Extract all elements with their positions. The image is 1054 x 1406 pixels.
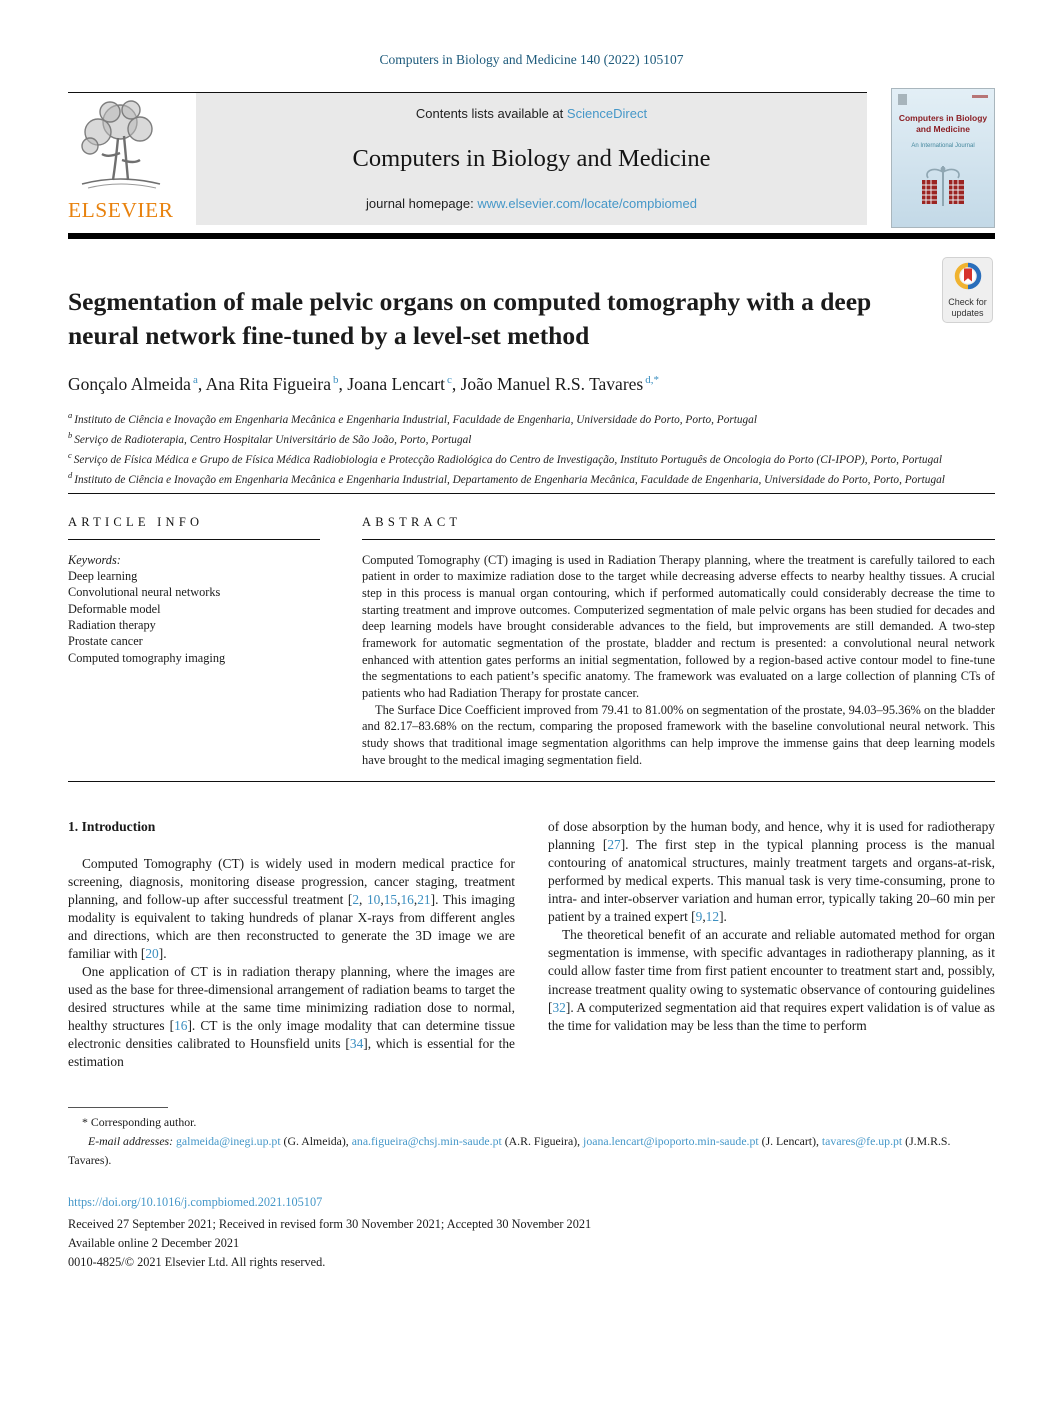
footer-block: [68, 1193, 995, 1272]
email-link[interactable]: ana.figueira@chsj.min-saude.pt: [351, 1133, 502, 1148]
journal-citation-header: Computers in Biology and Medicine 140 (2022) 105107: [379, 52, 684, 67]
heading-rule: [68, 539, 320, 540]
citation-ref[interactable]: 15: [383, 891, 398, 907]
header-divider-bar: [68, 233, 995, 239]
body-paragraph: The theoretical benefit of an accurate and reliable automated method for organ segmentation is immense, with specific advantages in radiotherapy planning, as it could allow faster time from first patient encounter to treatment start and, possibly, increase treatment quality owing to systematic observance of contouring guidelines [32]. A computerized segmentation aid that requires expert validation is of value as the time for validation may be less than the time to perform: [548, 927, 995, 1033]
copyright-line: 0010-4825/© 2021 Elsevier Ltd. All rights reserved.: [68, 1254, 326, 1269]
introduction-section: [68, 818, 995, 1071]
article-info-column: [68, 515, 320, 769]
citation-ref[interactable]: 34: [349, 1035, 364, 1051]
keyword: Prostate cancer: [68, 634, 143, 649]
author-line: [68, 374, 995, 395]
journal-title: Computers in Biology and Medicine: [352, 144, 711, 172]
email-suffix: (A.R. Figueira),: [501, 1133, 584, 1148]
body-paragraph: of dose absorption by the human body, and hence, why it is used for radiotherapy planning [27]. The first step in the typical planning process is the manual contouring of anatomical structures, mainly treatment targets and organs-at-risk, performed by medical experts. This manual task is very time-consuming, prone to intra- and inter-observer variation and human error, typically taking 20–60 min per patient by a trained expert [9,12].: [548, 819, 995, 925]
abstract-paragraph: The Surface Dice Coefficient improved from 79.41 to 81.00% on segmentation of the prostate, 94.03–95.36% on the bladder and 82.17–83.68% on the rectum, comparing the proposed framework with the baseline convolutional neural network. This study shows that traditional image segmentation algorithms can help improve the immense gains that deep learning models have brought to the medical imaging segmentation field.: [362, 702, 995, 767]
citation-ref[interactable]: 32: [552, 999, 566, 1015]
citation-ref[interactable]: 10: [366, 891, 381, 907]
author-affiliation-sup: b: [333, 373, 339, 386]
keyword: Deformable model: [68, 601, 161, 616]
affiliation: $^d$ Instituto de Ciência e Inovação em Engenharia Mecânica e Engenharia Industrial, Departamento de Engenharia Mecânica, Faculdade de Engenharia, Universidade do Porto, Porto, Portugal: [68, 469, 945, 486]
abstract-text: [362, 552, 995, 769]
affiliation: $^a$ Instituto de Ciência e Inovação em Engenharia Mecânica e Engenharia Industrial, Faculdade de Engenharia, Universidade do Porto, Porto, Portugal: [68, 409, 757, 426]
abstract-heading: ABSTRACT: [362, 514, 462, 529]
citation-ref[interactable]: 27: [607, 837, 621, 853]
email-suffix: (J. Lencart),: [758, 1133, 822, 1148]
citation-ref[interactable]: 9: [695, 909, 703, 925]
keywords-block: [68, 552, 320, 666]
homepage-line: [204, 196, 859, 211]
masthead-main: [68, 92, 867, 225]
available-online: Available online 2 December 2021: [68, 1235, 240, 1250]
article-info-heading: ARTICLE INFO: [68, 514, 204, 529]
section-heading: 1. Introduction: [68, 819, 156, 835]
keyword: Convolutional neural networks: [68, 585, 221, 600]
citation-ref[interactable]: 16: [174, 1017, 188, 1033]
cover-issn-mark: [972, 95, 988, 98]
body-paragraph: Computed Tomography (CT) is widely used in modern medical practice for screening, diagnosis, monitoring disease progression, cancer staging, treatment planning, and follow-up after successful treatment [2, 10,15,16,21]. This imaging modality is equivalent to taking hundreds of planar X-rays from different angles and directions, which are then reconstructed to generate the 3D image we are familiar with [20].: [68, 855, 515, 961]
contents-line: [204, 106, 859, 121]
citation-ref[interactable]: 12: [705, 909, 720, 925]
info-abstract-section: [68, 494, 995, 769]
author-affiliation-sup: c: [446, 373, 452, 386]
caduceus-buildings-icon: [892, 164, 994, 213]
corresponding-author-note: * Corresponding author.: [82, 1114, 197, 1129]
cover-mini-logo: [898, 94, 907, 105]
check-updates-icon: [953, 278, 983, 295]
doi-link[interactable]: https://doi.org/10.1016/j.compbiomed.2021.105107: [68, 1194, 323, 1209]
body-column-left: [68, 818, 515, 1071]
citation-ref[interactable]: 21: [417, 891, 431, 907]
affiliation: $^c$ Serviço de Física Médica e Grupo de Física Médica Radiobiologia e Protecção Radiológica do Centro de Investigação, Instituto Português de Oncologia do Porto (CI-IPOP), Porto, Portugal: [68, 449, 943, 466]
keywords-label: Keywords:: [68, 552, 121, 567]
check-for-updates-badge[interactable]: [942, 257, 993, 323]
email-label: E-mail addresses:: [88, 1133, 174, 1148]
footnote-block: [68, 1107, 995, 1170]
author-affiliation-sup: a: [192, 373, 198, 386]
cover-subtitle: An International Journal: [911, 143, 975, 150]
email-link[interactable]: galmeida@inegi.up.pt: [176, 1133, 281, 1148]
author: Ana Rita Figueira $^b$,: [205, 373, 348, 394]
email-link[interactable]: joana.lencart@ipoporto.min-saude.pt: [583, 1133, 759, 1148]
masthead: [68, 92, 995, 228]
email-link[interactable]: tavares@fe.up.pt: [821, 1133, 903, 1148]
heading-rule: [362, 539, 995, 540]
journal-cover-thumbnail: [891, 88, 995, 228]
keyword: Radiation therapy: [68, 617, 156, 632]
citation-ref[interactable]: 2: [352, 891, 360, 907]
affiliations-block: [68, 409, 995, 489]
elsevier-wordmark: ELSEVIER: [68, 198, 174, 222]
masthead-band: [196, 93, 867, 225]
citation-ref[interactable]: 16: [400, 891, 414, 907]
elsevier-logo: [68, 93, 196, 225]
affiliation: $^b$ Serviço de Radioterapia, Centro Hospitalar Universitário de São João, Porto, Portugal: [68, 429, 472, 446]
author: Joana Lencart $^c$,: [347, 373, 461, 394]
contents-prefix: Contents lists available at: [415, 106, 567, 121]
author-affiliation-sup: d,*: [645, 373, 659, 386]
sciencedirect-link[interactable]: ScienceDirect: [566, 106, 648, 121]
body-paragraph: One application of CT is in radiation therapy planning, where the images are used as the base for three-dimensional arrangement of radiation beams to target the desired structures while at the same time minimizing radiation dose to normal, healthy structures [16]. CT is the only image modality that can determine tissue electronic densities calibrated to Hounsfield units [34], which is essential for the estimation: [68, 963, 515, 1069]
keyword: Deep learning: [68, 568, 138, 583]
check-updates-label: Check for updates: [948, 297, 987, 318]
abstract-paragraph: Computed Tomography (CT) imaging is used in Radiation Therapy planning, where the treatment is carefully tailored to each patient in order to maximize radiation dose to the target while decreasing adverse effects to nearby healthy tissues. A crucial step in this process is manual organ contouring, which if performed automatically could considerably decrease the time to starting treatment and improve outcomes. Computerized segmentation of male pelvic organs has been studied for decades and deep learning models have brought considerable advances to the field, but improvements are still demanded. A two-step framework for automatic segmentation of the prostate, bladder and rectum is presented: a convolutional neural network enhanced with attention gates performs an initial segmentation, followed by a region-based active contour model to fine-tune the segmentations to each patient’s specific anatomy. The framework was evaluated on a large collection of planning CTs of patients who had Radiation Therapy for prostate cancer.: [362, 552, 995, 700]
citation-ref[interactable]: 20: [145, 945, 159, 961]
abstract-column: [362, 515, 995, 769]
homepage-link[interactable]: www.elsevier.com/locate/compbiomed: [477, 196, 697, 211]
cover-title: Computers in Biology and Medicine: [898, 113, 988, 134]
keyword: Computed tomography imaging: [68, 650, 226, 665]
section-divider: [68, 781, 995, 782]
email-suffix: (J.M.R.S. Tavares).: [68, 1133, 951, 1167]
author: João Manuel R.S. Tavares $^{d,*}$: [460, 373, 659, 394]
author: Gonçalo Almeida $^a$,: [68, 373, 206, 394]
homepage-prefix: journal homepage:: [366, 196, 478, 211]
article-title: Segmentation of male pelvic organs on computed tomography with a deep neural network fine-tuned by a level-set method: [68, 287, 872, 350]
received-dates: Received 27 September 2021; Received in revised form 30 November 2021; Accepted 30 November 2021: [68, 1217, 592, 1232]
footnote-rule: [68, 1107, 168, 1108]
email-suffix: (G. Almeida),: [280, 1133, 352, 1148]
body-column-right: [548, 818, 995, 1071]
email-addresses-line: [68, 1132, 995, 1170]
